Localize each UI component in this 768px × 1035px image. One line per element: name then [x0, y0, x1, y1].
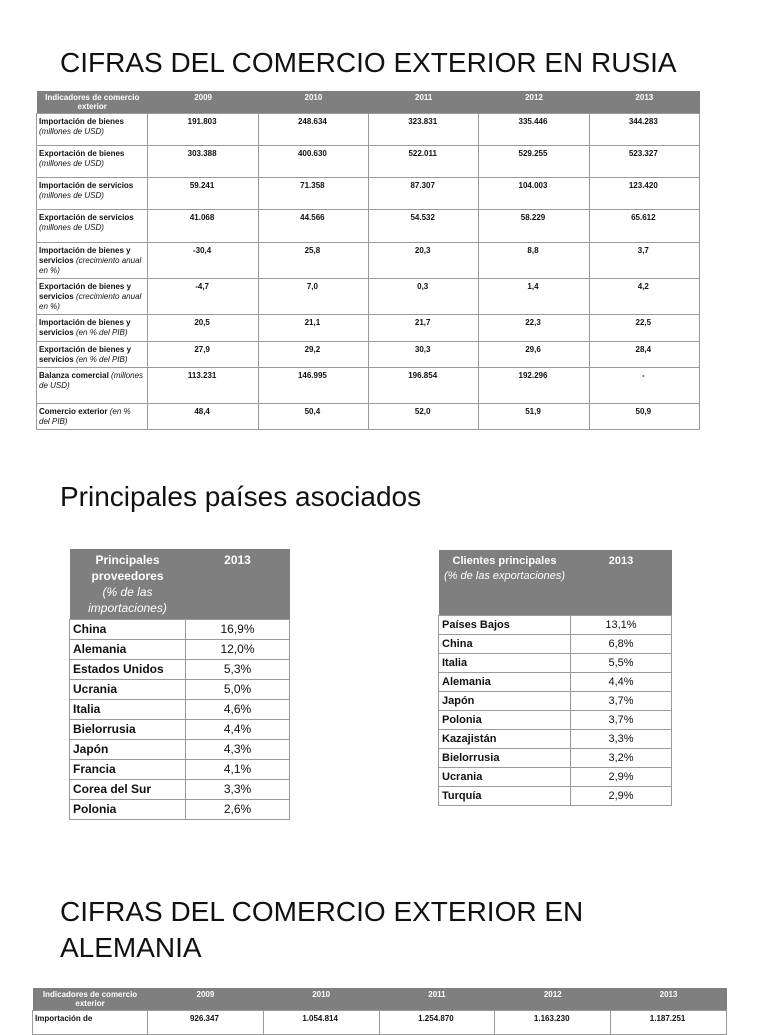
table-cell-value: 400.630 — [258, 146, 368, 178]
table-cell-value: -4,7 — [148, 279, 258, 315]
indicator-name: Importación de bienes — [39, 117, 124, 126]
country-share: 2,9% — [571, 768, 672, 787]
table-cell-value: 28,4 — [589, 342, 699, 368]
table-cell-value: 0,3 — [369, 279, 479, 315]
table-cell-value: 4,2 — [589, 279, 699, 315]
table-header-row — [70, 549, 290, 620]
table-row — [37, 178, 700, 210]
header-indicators: Indicadores de comercio exterior — [33, 988, 148, 1011]
indicator-name: Exportación de bienes — [39, 149, 125, 158]
title-line-2: ALEMANIA — [60, 932, 202, 963]
table-cell-value: 104.003 — [479, 178, 589, 210]
table-cell-value: 196.854 — [369, 368, 479, 404]
country-name: Italia — [439, 654, 571, 673]
indicator-unit: (millones de USD) — [39, 127, 104, 136]
country-share: 4,6% — [186, 700, 290, 720]
indicator-name: Balanza comercial — [39, 371, 109, 380]
table-row — [439, 673, 672, 692]
table-cell-value: 22,3 — [479, 315, 589, 342]
country-share: 12,0% — [186, 640, 290, 660]
indicator-unit: (crecimiento anual en %) — [39, 256, 142, 275]
country-share: 4,3% — [186, 740, 290, 760]
country-share: 3,7% — [571, 711, 672, 730]
table-row — [37, 315, 700, 342]
table-cell-value: 50,9 — [589, 404, 699, 430]
table-row — [37, 368, 700, 404]
clients-table — [438, 550, 672, 806]
table-cell-value: 30,3 — [369, 342, 479, 368]
header-year: 2012 — [479, 91, 589, 114]
title-line-1: CIFRAS DEL COMERCIO EXTERIOR EN — [60, 896, 584, 927]
header-clients-title: Clientes principales — [452, 555, 557, 567]
table-row — [439, 654, 672, 673]
country-name: Japón — [70, 740, 186, 760]
country-share: 5,5% — [571, 654, 672, 673]
header-clients-subtitle: (% de las exportaciones) — [443, 570, 566, 582]
indicator-unit: (millones de USD) — [39, 159, 104, 168]
page-title-rusia: CIFRAS DEL COMERCIO EXTERIOR EN RUSIA — [60, 47, 677, 78]
row-label — [37, 146, 148, 178]
country-share: 5,0% — [186, 680, 290, 700]
header-clients — [439, 550, 571, 616]
country-name: Países Bajos — [439, 616, 571, 635]
table-cell-value: 20,3 — [369, 243, 479, 279]
table-row — [70, 720, 290, 740]
indicator-unit: (en % del PIB) — [75, 328, 128, 337]
header-year: 2009 — [148, 91, 258, 114]
table-row — [37, 210, 700, 243]
trade-indicators-table-rusia — [36, 91, 700, 430]
country-share: 3,3% — [186, 780, 290, 800]
country-share: 4,4% — [571, 673, 672, 692]
table-cell-value: 1.187.251 — [611, 1011, 727, 1035]
indicator-unit: (en % del PIB) — [75, 355, 128, 364]
table-cell-value: 27,9 — [148, 342, 258, 368]
header-year: 2011 — [379, 988, 495, 1011]
table-cell-value: 1.054.814 — [263, 1011, 379, 1035]
table-cell-value: 51,9 — [479, 404, 589, 430]
country-share: 3,2% — [571, 749, 672, 768]
table-cell-value: - — [589, 368, 699, 404]
table-cell-value: 29,6 — [479, 342, 589, 368]
indicator-name: Importación de servicios — [39, 181, 134, 190]
row-label — [37, 404, 148, 430]
table-row — [70, 800, 290, 820]
table-row — [70, 660, 290, 680]
table-cell-value: 113.231 — [148, 368, 258, 404]
indicator-unit: (millones de USD) — [39, 191, 104, 200]
indicator-unit: (en % del PIB) — [39, 407, 131, 426]
table-cell-value: 65.612 — [589, 210, 699, 243]
table-cell-value: 303.388 — [148, 146, 258, 178]
table-row — [439, 711, 672, 730]
header-year: 2011 — [369, 91, 479, 114]
table-header-row — [37, 91, 700, 114]
table-cell-value: 7,0 — [258, 279, 368, 315]
header-indicators: Indicadores de comercio exterior — [37, 91, 148, 114]
indicator-name: Importación de — [35, 1014, 93, 1023]
table-cell-value: 8,8 — [479, 243, 589, 279]
table-cell-value: 59.241 — [148, 178, 258, 210]
country-name: Alemania — [70, 640, 186, 660]
country-name: Ucrania — [439, 768, 571, 787]
country-share: 2,9% — [571, 787, 672, 806]
table-cell-value: 344.283 — [589, 114, 699, 146]
country-name: Turquía — [439, 787, 571, 806]
country-name: Estados Unidos — [70, 660, 186, 680]
table-cell-value: 522.011 — [369, 146, 479, 178]
table-row — [439, 635, 672, 654]
table-row — [70, 780, 290, 800]
table-cell-value: 335.446 — [479, 114, 589, 146]
country-share: 16,9% — [186, 620, 290, 640]
table-cell-value: 323.831 — [369, 114, 479, 146]
country-name: Kazajistán — [439, 730, 571, 749]
country-name: Polonia — [439, 711, 571, 730]
table-cell-value: 146.995 — [258, 368, 368, 404]
row-label — [33, 1011, 148, 1035]
table-row — [439, 730, 672, 749]
country-name: Japón — [439, 692, 571, 711]
country-share: 3,3% — [571, 730, 672, 749]
country-name: Alemania — [439, 673, 571, 692]
table-cell-value: 41.068 — [148, 210, 258, 243]
table-cell-value: 25,8 — [258, 243, 368, 279]
header-suppliers-title: Principales proveedores — [91, 553, 164, 583]
row-label — [37, 178, 148, 210]
table-cell-value: 1.254.870 — [379, 1011, 495, 1035]
indicator-name: Importación de bienes y servicios — [39, 318, 131, 337]
trade-indicators-table-alemania — [32, 988, 727, 1035]
table-row — [33, 1011, 727, 1035]
indicator-name: Exportación de bienes y servicios — [39, 345, 132, 364]
table-row — [439, 768, 672, 787]
table-header-row — [33, 988, 727, 1011]
header-year: 2012 — [495, 988, 611, 1011]
header-year: 2013 — [571, 550, 672, 616]
table-cell-value: 123.420 — [589, 178, 699, 210]
table-header-row — [439, 550, 672, 616]
table-cell-value: 926.347 — [148, 1011, 264, 1035]
table-cell-value: 22,5 — [589, 315, 699, 342]
country-share: 6,8% — [571, 635, 672, 654]
indicator-unit: (millones de USD) — [39, 371, 144, 390]
table-row — [70, 620, 290, 640]
table-cell-value: 1,4 — [479, 279, 589, 315]
header-year: 2010 — [263, 988, 379, 1011]
table-cell-value: 1.163.230 — [495, 1011, 611, 1035]
table-cell-value: 54.532 — [369, 210, 479, 243]
table-row — [70, 700, 290, 720]
table-row — [37, 114, 700, 146]
country-name: Bielorrusia — [439, 749, 571, 768]
section-title-partners: Principales países asociados — [60, 481, 422, 512]
header-suppliers — [70, 549, 186, 620]
header-suppliers-subtitle: (% de las importaciones) — [88, 585, 167, 615]
table-cell-value: 71.358 — [258, 178, 368, 210]
indicator-name: Importación de bienes y servicios — [39, 246, 131, 265]
country-name: Bielorrusia — [70, 720, 186, 740]
table-cell-value: 20,5 — [148, 315, 258, 342]
table-cell-value: 29,2 — [258, 342, 368, 368]
table-row — [439, 787, 672, 806]
country-name: Ucrania — [70, 680, 186, 700]
indicator-name: Comercio exterior — [39, 407, 108, 416]
table-row — [70, 760, 290, 780]
row-label — [37, 342, 148, 368]
table-cell-value: 21,7 — [369, 315, 479, 342]
table-row — [37, 342, 700, 368]
header-year: 2013 — [589, 91, 699, 114]
table-row — [37, 243, 700, 279]
table-row — [37, 404, 700, 430]
table-cell-value: 523.327 — [589, 146, 699, 178]
suppliers-table — [69, 549, 290, 820]
country-share: 5,3% — [186, 660, 290, 680]
table-cell-value: 44.566 — [258, 210, 368, 243]
table-row — [439, 616, 672, 635]
table-row — [439, 692, 672, 711]
table-row — [70, 680, 290, 700]
table-row — [70, 740, 290, 760]
table-cell-value: 48,4 — [148, 404, 258, 430]
indicator-name: Exportación de bienes y servicios — [39, 282, 132, 301]
table-cell-value: 50,4 — [258, 404, 368, 430]
table-row — [439, 749, 672, 768]
country-name: Corea del Sur — [70, 780, 186, 800]
row-label — [37, 368, 148, 404]
country-share: 2,6% — [186, 800, 290, 820]
table-cell-value: 191.803 — [148, 114, 258, 146]
header-year: 2009 — [148, 988, 264, 1011]
country-name: China — [70, 620, 186, 640]
table-cell-value: 58.229 — [479, 210, 589, 243]
row-label — [37, 210, 148, 243]
country-share: 13,1% — [571, 616, 672, 635]
table-row — [70, 640, 290, 660]
row-label — [37, 279, 148, 315]
table-cell-value: 192.296 — [479, 368, 589, 404]
table-cell-value: 87.307 — [369, 178, 479, 210]
header-year: 2010 — [258, 91, 368, 114]
country-share: 4,4% — [186, 720, 290, 740]
country-share: 4,1% — [186, 760, 290, 780]
table-cell-value: 248.634 — [258, 114, 368, 146]
table-cell-value: 21,1 — [258, 315, 368, 342]
table-row — [37, 146, 700, 178]
country-name: Polonia — [70, 800, 186, 820]
row-label — [37, 315, 148, 342]
indicator-unit: (crecimiento anual en %) — [39, 292, 142, 311]
country-name: China — [439, 635, 571, 654]
row-label — [37, 114, 148, 146]
indicator-unit: (millones de USD) — [39, 223, 104, 232]
page-title-alemania — [60, 894, 583, 966]
country-share: 3,7% — [571, 692, 672, 711]
country-name: Italia — [70, 700, 186, 720]
header-year: 2013 — [186, 549, 290, 620]
table-cell-value: 52,0 — [369, 404, 479, 430]
header-year: 2013 — [611, 988, 727, 1011]
table-cell-value: -30,4 — [148, 243, 258, 279]
table-cell-value: 3,7 — [589, 243, 699, 279]
country-name: Francia — [70, 760, 186, 780]
indicator-name: Exportación de servicios — [39, 213, 134, 222]
table-row — [37, 279, 700, 315]
table-cell-value: 529.255 — [479, 146, 589, 178]
row-label — [37, 243, 148, 279]
